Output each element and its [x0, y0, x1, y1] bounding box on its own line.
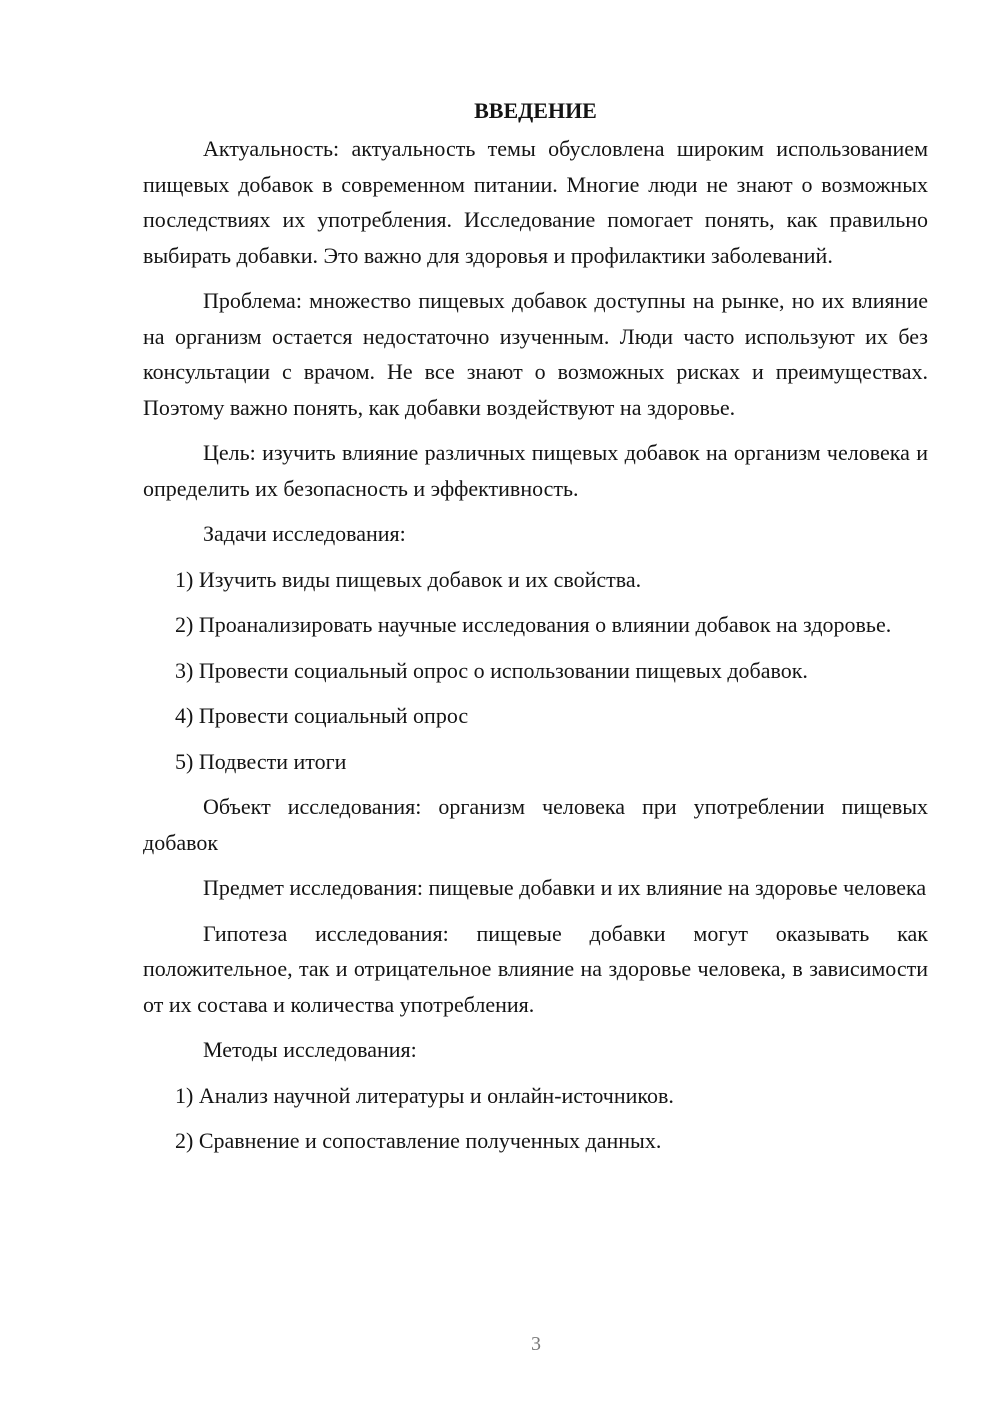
document-page	[143, 95, 928, 1169]
method-item: 1) Анализ научной литературы и онлайн-источников.	[175, 1082, 674, 1108]
problem-paragraph: Проблема: множество пищевых добавок доступны на рынке, но их влияние на организм остается недостаточно изученным. Люди часто используют их без консультации с врачом. Не все знают о возможных рисках и преимуществах. Поэтому важно понять, как добавки воздействуют на здоровье.	[143, 288, 928, 420]
relevance-paragraph: Актуальность: актуальность темы обусловлена широким использованием пищевых добавок в современном питании. Многие люди не знают о возможных последствиях их употребления. Исследование помогает понять, как правильно выбирать добавки. Это важно для здоровья и профилактики заболеваний.	[143, 136, 928, 268]
task-item: 1) Изучить виды пищевых добавок и их свойства.	[175, 566, 642, 592]
task-item: 4) Провести социальный опрос	[175, 703, 469, 728]
section-title: ВВЕДЕНИЕ	[474, 98, 597, 123]
tasks-heading: Задачи исследования:	[203, 521, 406, 546]
page-number: 3	[531, 1333, 541, 1355]
object-paragraph: Объект исследования: организм человека при употреблении пищевых добавок	[143, 794, 928, 855]
task-item: 5) Подвести итоги	[175, 748, 347, 774]
methods-heading: Методы исследования:	[203, 1037, 417, 1062]
subject-paragraph: Предмет исследования: пищевые добавки и их влияние на здоровье человека	[203, 875, 927, 900]
method-item: 2) Сравнение и сопоставление полученных данных.	[175, 1128, 662, 1153]
task-item: 2) Проанализировать научные исследования о влиянии добавок на здоровье.	[175, 612, 892, 637]
goal-paragraph: Цель: изучить влияние различных пищевых добавок на организм человека и определить их безопасность и эффективность.	[143, 440, 928, 501]
hypothesis-paragraph: Гипотеза исследования: пищевые добавки могут оказывать как положительное, так и отрицательное влияние на здоровье человека, в зависимости от их состава и количества употребления.	[143, 920, 928, 1017]
task-item: 3) Провести социальный опрос о использовании пищевых добавок.	[175, 657, 808, 683]
